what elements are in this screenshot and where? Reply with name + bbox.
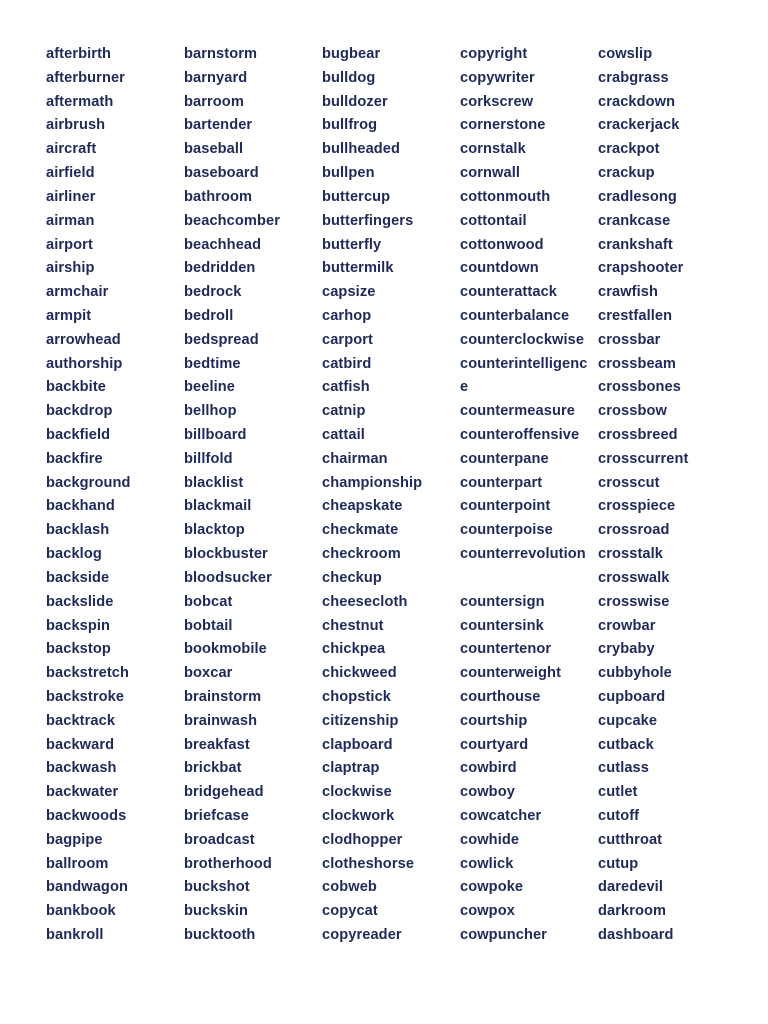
word-item: cupboard xyxy=(598,688,666,705)
word-item: counterpoise xyxy=(460,522,553,539)
word-item: billfold xyxy=(184,450,233,467)
word-item: bankbook xyxy=(46,903,116,920)
word-item: checkmate xyxy=(322,522,399,539)
word-item: bellhop xyxy=(184,403,237,420)
word-item: authorship xyxy=(46,355,123,372)
word-item: clockwise xyxy=(322,784,392,801)
word-item: bedroll xyxy=(184,307,234,324)
word-item: crossroad xyxy=(598,522,670,539)
word-item: backlog xyxy=(46,546,102,563)
word-item: crosswise xyxy=(598,593,670,610)
word-item: cutthroat xyxy=(598,831,663,848)
word-item: counterpoint xyxy=(460,498,551,515)
word-item: bulldog xyxy=(322,69,376,86)
word-item: copywriter xyxy=(460,69,535,86)
word-item: cowcatcher xyxy=(460,808,542,824)
word-item: chairman xyxy=(322,450,388,467)
word-item: counterintelligenc xyxy=(460,355,588,372)
word-item: crawfish xyxy=(598,284,659,301)
word-item: brainwash xyxy=(184,712,258,729)
word-item: afterburner xyxy=(46,69,125,86)
word-item: chickpea xyxy=(322,641,386,658)
word-item: countdown xyxy=(460,260,539,277)
word-item: backhand xyxy=(46,498,115,515)
word-item: bullpen xyxy=(322,165,375,182)
word-item: crackerjack xyxy=(598,117,680,134)
word-item: background xyxy=(46,474,131,491)
word-item: clotheshorse xyxy=(322,855,415,872)
word-item: blackmail xyxy=(184,498,252,515)
word-item: carhop xyxy=(322,307,372,324)
word-item: blacktop xyxy=(184,522,245,539)
word-item: capsize xyxy=(322,284,376,301)
word-item: airman xyxy=(46,212,95,229)
word-item: copycat xyxy=(322,903,378,920)
word-item: catnip xyxy=(322,403,366,420)
word-item: backstop xyxy=(46,641,111,658)
word-item: crosspiece xyxy=(598,498,676,515)
word-item: barnyard xyxy=(184,69,248,86)
word-item: crossbeam xyxy=(598,355,676,372)
word-item: bridgehead xyxy=(184,784,264,801)
word-item: bagpipe xyxy=(46,831,103,848)
word-item: bloodsucker xyxy=(184,569,272,586)
word-item: bedspread xyxy=(184,331,259,348)
word-item: counterrevolution xyxy=(460,546,586,563)
word-item: crankshaft xyxy=(598,236,673,253)
word-item: brainstorm xyxy=(184,688,262,705)
word-item: backfield xyxy=(46,427,111,443)
word-item: crabgrass xyxy=(598,69,669,86)
word-item: aircraft xyxy=(46,141,97,158)
word-item: crossbar xyxy=(598,331,661,348)
word-item: e xyxy=(460,379,469,396)
word-item: baseboard xyxy=(184,165,259,182)
word-item: airliner xyxy=(46,188,96,205)
word-item: bobtail xyxy=(184,617,233,634)
word-item: bullfrog xyxy=(322,117,378,134)
word-item: courthouse xyxy=(460,688,541,705)
word-item: beachcomber xyxy=(184,212,280,229)
word-item: boxcar xyxy=(184,665,233,682)
word-item: backtrack xyxy=(46,712,116,729)
word-item: armchair xyxy=(46,284,109,301)
word-item: ballroom xyxy=(46,855,109,872)
word-item: cowpuncher xyxy=(460,927,547,944)
word-item: cowhide xyxy=(460,831,520,848)
word-item: counterpart xyxy=(460,474,543,491)
word-item: cutback xyxy=(598,736,654,753)
word-item: backfire xyxy=(46,450,103,467)
word-column-1 xyxy=(46,43,182,948)
word-item: backdrop xyxy=(46,403,113,420)
word-item: buttermilk xyxy=(322,260,394,277)
word-item: counterpane xyxy=(460,450,549,467)
word-item: bartender xyxy=(184,117,253,134)
word-item: cutup xyxy=(598,855,639,872)
word-item: copyreader xyxy=(322,927,402,944)
word-item: cradlesong xyxy=(598,188,677,205)
word-item: catfish xyxy=(322,379,370,396)
word-item: cobweb xyxy=(322,879,377,896)
word-column-3 xyxy=(322,43,458,948)
word-item: clockwork xyxy=(322,808,395,824)
word-item: cutlet xyxy=(598,784,638,801)
word-item: cowlick xyxy=(460,855,514,872)
word-item: bandwagon xyxy=(46,879,128,896)
word-item: backlash xyxy=(46,522,110,539)
word-item: counteroffensive xyxy=(460,427,580,443)
word-item: bathroom xyxy=(184,188,253,205)
word-item: backbite xyxy=(46,379,107,396)
word-item: checkroom xyxy=(322,546,401,563)
word-item: crossbones xyxy=(598,379,681,396)
word-item: bedridden xyxy=(184,260,256,277)
word-item: cornstalk xyxy=(460,141,526,158)
word-item: counterclockwise xyxy=(460,331,585,348)
word-item: counterbalance xyxy=(460,307,570,324)
word-item: dashboard xyxy=(598,927,674,944)
word-item: airship xyxy=(46,260,95,277)
word-item: countersink xyxy=(460,617,544,634)
word-item: backside xyxy=(46,569,110,586)
word-item: corkscrew xyxy=(460,93,534,110)
word-item: copyright xyxy=(460,46,528,62)
word-item: butterfingers xyxy=(322,212,414,229)
word-item: barnstorm xyxy=(184,46,258,62)
word-item: bedrock xyxy=(184,284,242,301)
word-item: backward xyxy=(46,736,115,753)
word-item: cheesecloth xyxy=(322,593,408,610)
word-item: brotherhood xyxy=(184,855,272,872)
word-item: crackup xyxy=(598,165,655,182)
word-item: bobcat xyxy=(184,593,233,610)
word-item: crosscurrent xyxy=(598,450,689,467)
word-item: bucktooth xyxy=(184,927,256,944)
word-item: crosscut xyxy=(598,474,660,491)
word-item: aftermath xyxy=(46,93,114,110)
word-item: crackpot xyxy=(598,141,660,158)
word-item: chopstick xyxy=(322,688,392,705)
word-column-5 xyxy=(598,43,734,948)
word-item: clodhopper xyxy=(322,831,403,848)
word-item: cornerstone xyxy=(460,117,546,134)
word-item: cowpox xyxy=(460,903,515,920)
word-item: baseball xyxy=(184,141,244,158)
word-item: claptrap xyxy=(322,760,380,777)
word-item: backwater xyxy=(46,784,119,801)
word-item: crossbreed xyxy=(598,427,678,443)
word-item: backstroke xyxy=(46,688,125,705)
word-item: backstretch xyxy=(46,665,130,682)
word-item: bedtime xyxy=(184,355,241,372)
word-item: buttercup xyxy=(322,188,391,205)
word-item: countersign xyxy=(460,593,545,610)
word-item: courtyard xyxy=(460,736,529,753)
word-item: crowbar xyxy=(598,617,656,634)
word-item: backwash xyxy=(46,760,117,777)
word-item: crybaby xyxy=(598,641,655,658)
word-item: armpit xyxy=(46,307,92,324)
word-item: buckshot xyxy=(184,879,250,896)
word-item: cowbird xyxy=(460,760,517,777)
word-item: cupcake xyxy=(598,712,658,729)
word-item: crapshooter xyxy=(598,260,684,277)
word-item: bankroll xyxy=(46,927,104,944)
word-item: bulldozer xyxy=(322,93,388,110)
word-item: courtship xyxy=(460,712,528,729)
word-item: butterfly xyxy=(322,236,382,253)
word-item: buckskin xyxy=(184,903,249,920)
word-item: chickweed xyxy=(322,665,397,682)
word-item: cottontail xyxy=(460,212,527,229)
word-column-2 xyxy=(184,43,320,948)
word-item: crestfallen xyxy=(598,307,673,324)
word-item: cheapskate xyxy=(322,498,403,515)
word-item: backwoods xyxy=(46,808,127,824)
word-item: beachhead xyxy=(184,236,262,253)
word-item: crosstalk xyxy=(598,546,663,563)
word-item: bullheaded xyxy=(322,141,401,158)
word-item: carport xyxy=(322,331,373,348)
word-item: darkroom xyxy=(598,903,667,920)
word-item xyxy=(460,567,596,591)
word-item: broadcast xyxy=(184,831,255,848)
word-item: crackdown xyxy=(598,93,676,110)
word-item: cowslip xyxy=(598,46,653,62)
word-item: afterbirth xyxy=(46,46,112,62)
word-item: barroom xyxy=(184,93,244,110)
word-item: airfield xyxy=(46,165,95,182)
word-item: citizenship xyxy=(322,712,399,729)
word-item: clapboard xyxy=(322,736,393,753)
word-item: cottonwood xyxy=(460,236,544,253)
word-item: airbrush xyxy=(46,117,106,134)
word-item: countermeasure xyxy=(460,403,575,420)
word-item: bugbear xyxy=(322,46,381,62)
word-item: cornwall xyxy=(460,165,521,182)
word-item: backspin xyxy=(46,617,111,634)
word-item: brickbat xyxy=(184,760,242,777)
word-item: arrowhead xyxy=(46,331,121,348)
word-item: cowpoke xyxy=(460,879,524,896)
word-column-4 xyxy=(460,43,596,948)
word-item: crankcase xyxy=(598,212,671,229)
word-item: airport xyxy=(46,236,93,253)
word-item: blockbuster xyxy=(184,546,268,563)
word-item: cutoff xyxy=(598,808,640,824)
word-item: blacklist xyxy=(184,474,244,491)
word-item: chestnut xyxy=(322,617,384,634)
word-item: breakfast xyxy=(184,736,250,753)
word-item: billboard xyxy=(184,427,247,443)
word-item: catbird xyxy=(322,355,372,372)
word-item: crossbow xyxy=(598,403,667,420)
word-item: beeline xyxy=(184,379,235,396)
word-item: crosswalk xyxy=(598,569,670,586)
word-item: championship xyxy=(322,474,423,491)
word-item: checkup xyxy=(322,569,382,586)
word-item: cowboy xyxy=(460,784,515,801)
word-item: briefcase xyxy=(184,808,249,824)
word-item: counterweight xyxy=(460,665,562,682)
word-item: backslide xyxy=(46,593,114,610)
word-item: cattail xyxy=(322,427,365,443)
word-item: bookmobile xyxy=(184,641,267,658)
word-item: daredevil xyxy=(598,879,663,896)
word-item: countertenor xyxy=(460,641,552,658)
word-item: counterattack xyxy=(460,284,558,301)
word-item: cubbyhole xyxy=(598,665,672,682)
word-item: cottonmouth xyxy=(460,188,551,205)
word-item: cutlass xyxy=(598,760,649,777)
